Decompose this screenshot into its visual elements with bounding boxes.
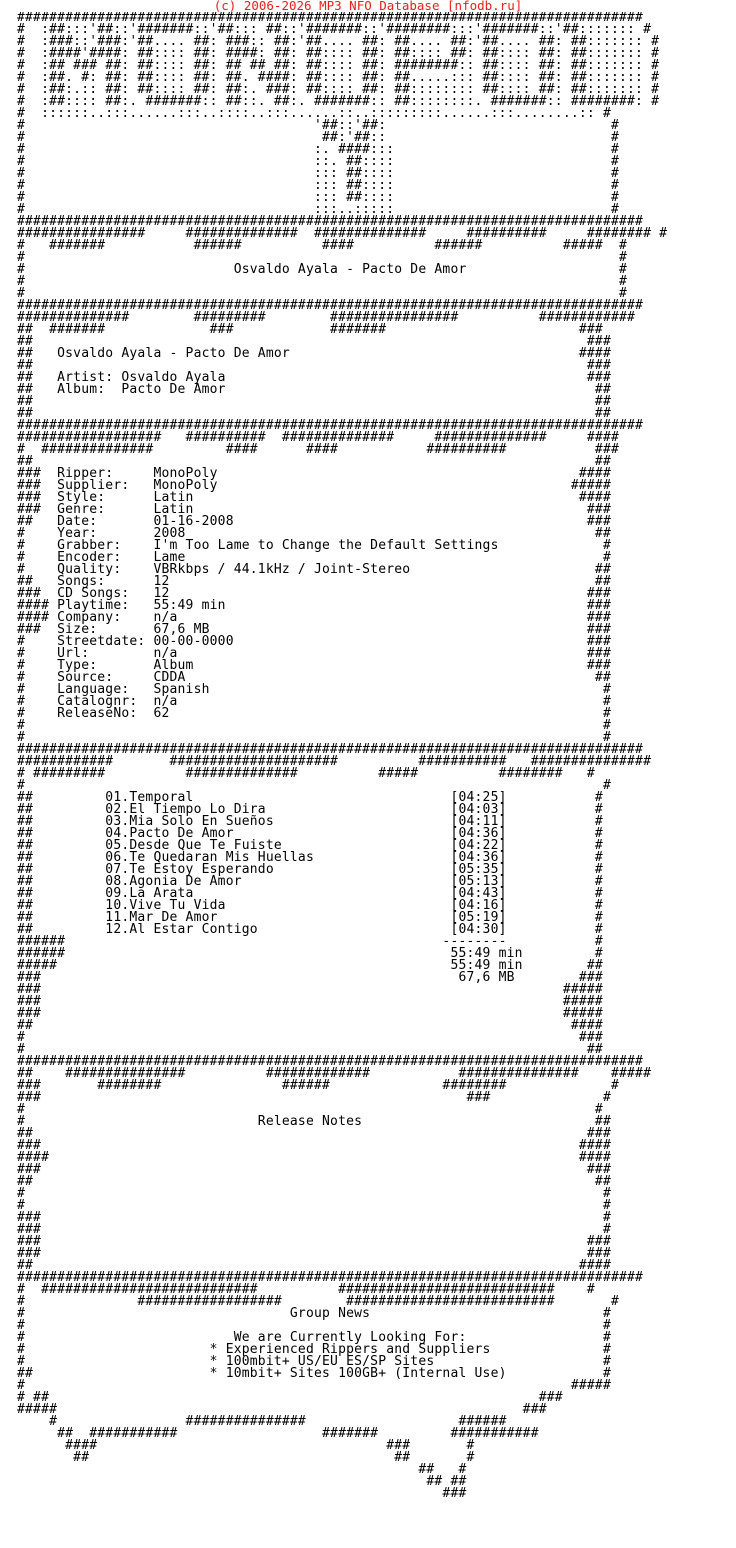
nfo-line: ## ## (17, 394, 611, 409)
nfo-line: #### ### # (17, 1438, 475, 1453)
nfo-line: ## ## (17, 1174, 611, 1189)
nfo-line: ## 03.Mia Solo En Sueños [04:11] # (17, 814, 603, 829)
nfo-line: # ################## ########################## # (17, 1294, 619, 1309)
nfo-line: # ::: ##:::: # (17, 166, 619, 181)
nfo-line: # :. ####::: # (17, 142, 619, 157)
nfo-line: ### # (17, 1210, 611, 1225)
nfo-line: # # (17, 274, 628, 289)
nfo-line: # ::. ##:::: # (17, 154, 619, 169)
nfo-line: ############## ######### ################ ############ (17, 310, 636, 325)
nfo-line: ## Osvaldo Ayala - Pacto De Amor #### (17, 346, 611, 361)
nfo-line: ### Style: Latin #### (17, 490, 611, 505)
nfo-line: ### ### # (17, 1090, 611, 1105)
nfo-line: ## #### (17, 1258, 611, 1273)
nfo-line: ### Ripper: MonoPoly #### (17, 466, 611, 481)
nfo-line: # Url: n/a ### (17, 646, 611, 661)
nfo-line: # ######### ############## ##### ######## # (17, 766, 595, 781)
nfo-line: # Group News # (17, 1306, 611, 1321)
nfo-line: # ##:'##:: # (17, 130, 619, 145)
nfo-line: # Source: CDDA ## (17, 670, 611, 685)
nfo-line: #### #### (17, 1150, 611, 1165)
nfo-line: # ::: ##:::: # (17, 190, 619, 205)
nfo-line: ### Size: 67,6 MB ### (17, 622, 611, 637)
nfo-line: # ::: ##:::: # (17, 178, 619, 193)
nfo-line: # Year: 2008 ## (17, 526, 611, 541)
nfo-line: # '##::'##: # (17, 118, 619, 133)
nfo-line: ### ##### (17, 982, 603, 997)
nfo-line: # Streetdate: 00-00-0000 ### (17, 634, 611, 649)
nfo-line: ## 05.Desde Que Te Fuiste [04:22] # (17, 838, 603, 853)
nfo-line: #### Company: n/a ### (17, 610, 611, 625)
nfo-line: # # (17, 778, 611, 793)
nfo-line: ### ### (17, 1162, 611, 1177)
nfo-line: # ##### (17, 1378, 611, 1393)
nfo-line: ## ############### ############# ############### ##### (17, 1066, 652, 1081)
nfo-line: # Release Notes ## (17, 1114, 611, 1129)
nfo-line: ############################################################################## (17, 418, 644, 433)
nfo-line: # # (17, 730, 611, 745)
nfo-line: # Encoder: Lame # (17, 550, 611, 565)
nfo-line: # Osvaldo Ayala - Pacto De Amor # (17, 262, 628, 277)
nfo-line: # :###::'###:'##.... ##: ###:: ##:'##.... ##: ##.... ##:'##.... ##: ##::::::: # (17, 34, 660, 49)
nfo-line: ##### ### (17, 1402, 547, 1417)
nfo-line: ## 10.Vive Tu Vida [04:16] # (17, 898, 603, 913)
nfo-line: # :####'####: ##:::: ##: ####: ##: ##:::: ##: ##:::: ##: ##:::: ##: ##::::::: # (17, 46, 660, 61)
nfo-line: ############ ##################### ########### ############### (17, 754, 652, 769)
nfo-line: # Type: Album ### (17, 658, 611, 673)
nfo-line: # ####### ###### #### ###### ##### # (17, 238, 628, 253)
nfo-line: # Grabber: I'm Too Lame to Change the Default Settings # (17, 538, 611, 553)
nfo-line: # Quality: VBRkbps / 44.1kHz / Joint-Stereo ## (17, 562, 611, 577)
nfo-line: # ::::::..:::......:::..::::..:::......::..:::::::::......:::........:: # (17, 106, 611, 121)
nfo-line: # :##:::: ##:. #######:: ##::. ##:. #######:: ##::::::::. #######:: ########: # (17, 94, 660, 109)
nfo-line: ## Date: 01-16-2008 ### (17, 514, 611, 529)
nfo-line: # :::..::::: # (17, 202, 619, 217)
nfo-line: # # (17, 250, 628, 265)
nfo-line: # We are Currently Looking For: # (17, 1330, 611, 1345)
nfo-line: # :##:::'##::'#######::'##::: ##::'#######::'########:::'#######::'##::::::: # (17, 22, 652, 37)
nfo-line: ## Album: Pacto De Amor ## (17, 382, 611, 397)
nfo-line: # ## (17, 1042, 603, 1057)
nfo-line: ## # (17, 1462, 467, 1477)
site-header: (c) 2006-2026 MP3 NFO Database [nfodb.ru] (213, 0, 523, 13)
nfo-line: ## 04.Pacto De Amor [04:36] # (17, 826, 603, 841)
nfo-line: ###### -------- # (17, 934, 603, 949)
nfo-line: ## 12.Al Estar Contigo [04:30] # (17, 922, 603, 937)
nfo-line: ## 06.Te Quedaran Mis Huellas [04:36] # (17, 850, 603, 865)
nfo-line: ## 09.La Arata [04:43] # (17, 886, 603, 901)
nfo-line: #### Playtime: 55:49 min ### (17, 598, 611, 613)
nfo-line: ############################################################################## (17, 12, 644, 25)
nfo-line: ## 08.Agonia De Amor [05:13] # (17, 874, 603, 889)
nfo-line: ### ### (17, 1246, 611, 1261)
nfo-line: # ### (17, 1030, 603, 1045)
nfo-line: ## ## # (17, 1450, 475, 1465)
nfo-line: ## ####### ### ####### ### (17, 322, 603, 337)
nfo-line: ### Genre: Latin ### (17, 502, 611, 517)
nfo-line: ############################################################################## (17, 1054, 644, 1069)
nfo-line: ### ######## ###### ######## # (17, 1078, 619, 1093)
nfo-line: # # (17, 718, 611, 733)
nfo-line: ## 01.Temporal [04:25] # (17, 790, 603, 805)
nfo-line: ############################################################################## (17, 1270, 644, 1285)
nfo-line: ### #### (17, 1138, 611, 1153)
nfo-line: # Language: Spanish # (17, 682, 611, 697)
nfo-line: # # (17, 1186, 611, 1201)
nfo-line: ## ## (17, 406, 611, 421)
nfo-line: ## Songs: 12 ## (17, 574, 611, 589)
nfo-line: # # (17, 1198, 611, 1213)
nfo-line: # ############### ###### (17, 1414, 507, 1429)
nfo-line: ### (17, 1486, 467, 1500)
nfo-line: ## * 10mbit+ Sites 100GB+ (Internal Use) # (17, 1366, 611, 1381)
nfo-line: ################ ############## ############## ########## ######## # (17, 226, 668, 241)
nfo-line: # :## ### ##: ##:::: ##: ## ## ##: ##:::: ##: ########:: ##:::: ##: ##::::::: # (17, 58, 660, 73)
nfo-text-block (17, 12, 727, 1500)
nfo-line: ###### 55:49 min # (17, 946, 603, 961)
nfo-line: ## Artist: Osvaldo Ayala ### (17, 370, 611, 385)
nfo-line: ############################################################################## (17, 742, 644, 757)
nfo-line: ### ### (17, 1234, 611, 1249)
nfo-line: ### # (17, 1222, 611, 1237)
nfo-line: ## ########### ####### ########### (17, 1426, 539, 1441)
nfo-line: ### 67,6 MB ### (17, 970, 603, 985)
nfo-line: # # (17, 1102, 603, 1117)
nfo-line: ### ##### (17, 1006, 603, 1021)
nfo-line: # :##. #: ##: ##:::: ##: ##. ####: ##:::: ##: ##.....::: ##:::: ##: ##::::::: # (17, 70, 660, 85)
nfo-line: # Catalognr: n/a # (17, 694, 611, 709)
nfo-line: ### Supplier: MonoPoly ##### (17, 478, 611, 493)
nfo-line: ##### 55:49 min ## (17, 958, 603, 973)
nfo-line: # ReleaseNo: 62 # (17, 706, 611, 721)
nfo-line: ## ## (17, 454, 611, 469)
nfo-line: ## ## (17, 1474, 467, 1489)
nfo-line: # # (17, 286, 628, 301)
nfo-line: ## #### (17, 1018, 603, 1033)
nfo-line: # * Experienced Rippers and Suppliers # (17, 1342, 611, 1357)
nfo-line: ## ### (17, 1126, 611, 1141)
nfo-line: ############################################################################## (17, 298, 644, 313)
nfo-line: ### ##### (17, 994, 603, 1009)
nfo-line: ############################################################################## (17, 214, 644, 229)
nfo-line: ## ### (17, 358, 611, 373)
nfo-line: ### CD Songs: 12 ### (17, 586, 611, 601)
nfo-line: ################## ########## ############## ############## #### (17, 430, 619, 445)
nfo-line: ## 11.Mar De Amor [05:19] # (17, 910, 603, 925)
nfo-line: # * 100mbit+ US/EU ES/SP Sites # (17, 1354, 611, 1369)
nfo-line: # :##:.:: ##: ##:::: ##: ##:. ###: ##:::: ##: ##:::::::: ##:::: ##: ##::::::: # (17, 82, 660, 97)
nfo-line: # # (17, 1318, 611, 1333)
nfo-line: ## 02.El Tiempo Lo Dira [04:03] # (17, 802, 603, 817)
nfo-line: # ## ### (17, 1390, 563, 1405)
nfo-line: # ############## #### #### ########## ### (17, 442, 619, 457)
nfo-line: ## ### (17, 334, 611, 349)
nfo-line: ## 07.Te Estoy Esperando [05:35] # (17, 862, 603, 877)
nfo-line: # ########################### ########################### # (17, 1282, 595, 1297)
